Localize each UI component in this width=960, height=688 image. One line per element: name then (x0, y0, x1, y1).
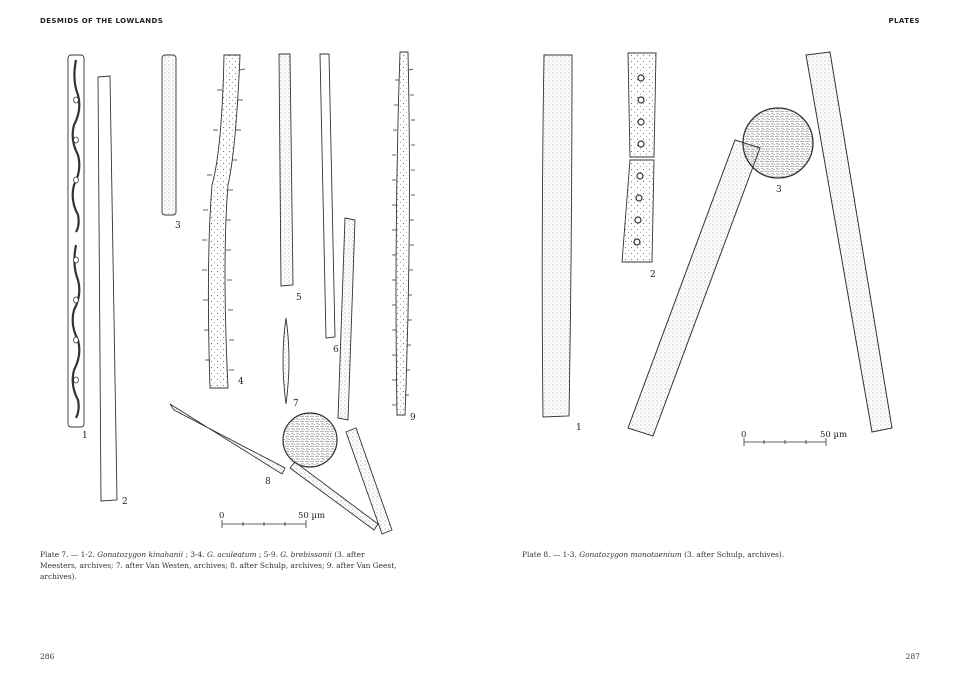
plate7-fig2-label: 2 (122, 497, 128, 507)
plate7-fig2-cell (98, 76, 117, 501)
plate7-fig1-cell (68, 55, 84, 427)
plate7-caption-suffix: (3. after Meesters, archives; 7. after Van Westen, archives; 8. after Schulp, archives; 9. after Van Geest, archives). (40, 550, 397, 581)
plate7-fig6-cell (320, 54, 335, 338)
plate7-caption (40, 549, 400, 582)
plate7-fig9-label: 9 (410, 413, 416, 423)
plate7-caption-mid1: ; 3-4. (183, 550, 207, 559)
plate7-fig3-label: 3 (175, 221, 181, 231)
plate7-fig1-label: 1 (82, 431, 88, 441)
plate7-fig4-label: 4 (238, 377, 244, 387)
plate7-fig5-label: 5 (296, 293, 302, 303)
plate8-fig2-cell (622, 53, 656, 262)
plate7-scale-max: 50 µm (298, 511, 326, 521)
plate7-caption-species2: G. aculeatum (206, 550, 257, 559)
plate7-caption-species3: G. brebissonii (280, 550, 332, 559)
plate8-caption (522, 549, 902, 560)
plate7-fig8-label: 8 (265, 477, 271, 487)
page-number-right: 287 (905, 652, 920, 661)
plate8-scale-bar (741, 430, 847, 446)
plate7-scale-zero: 0 (219, 511, 225, 521)
plate7-fig3-cell (162, 55, 176, 215)
plate8-scale-zero: 0 (741, 430, 747, 440)
page-number-left: 286 (40, 652, 55, 661)
plate8-caption-species1: Gonatozygon monotaenium (579, 550, 682, 559)
plate8-fig1-cell (542, 55, 572, 417)
plate7-fig7-cell (283, 318, 289, 404)
plate7-caption-mid2: ; 5-9. (256, 550, 281, 559)
plate8-fig2-label: 2 (650, 270, 656, 280)
plate7-fig5-cell (279, 54, 293, 286)
plate7-fig9-cell (392, 52, 415, 415)
plate7-scale-bar (219, 511, 325, 528)
running-head-right: PLATES (888, 17, 920, 25)
running-head-left: DESMIDS OF THE LOWLANDS (40, 17, 164, 25)
plate7-fig6-label: 6 (333, 345, 339, 355)
plate7-fig4-cell (202, 55, 245, 388)
plate8-fig3-label: 3 (776, 185, 782, 195)
plate7-caption-species1: Gonatozygon kinahanii (97, 550, 184, 559)
plate8-fig1-label: 1 (576, 423, 582, 433)
plate7-caption-prefix: Plate 7. — 1-2. (40, 550, 98, 559)
plate8-fig3-conjugation (628, 52, 892, 436)
plate8-scale-max: 50 µm (820, 430, 848, 440)
plate7-fig7-label: 7 (293, 399, 299, 409)
plate8-caption-prefix: Plate 8. — 1-3. (522, 550, 580, 559)
plate8-caption-suffix: (3. after Schulp, archives). (681, 550, 785, 559)
